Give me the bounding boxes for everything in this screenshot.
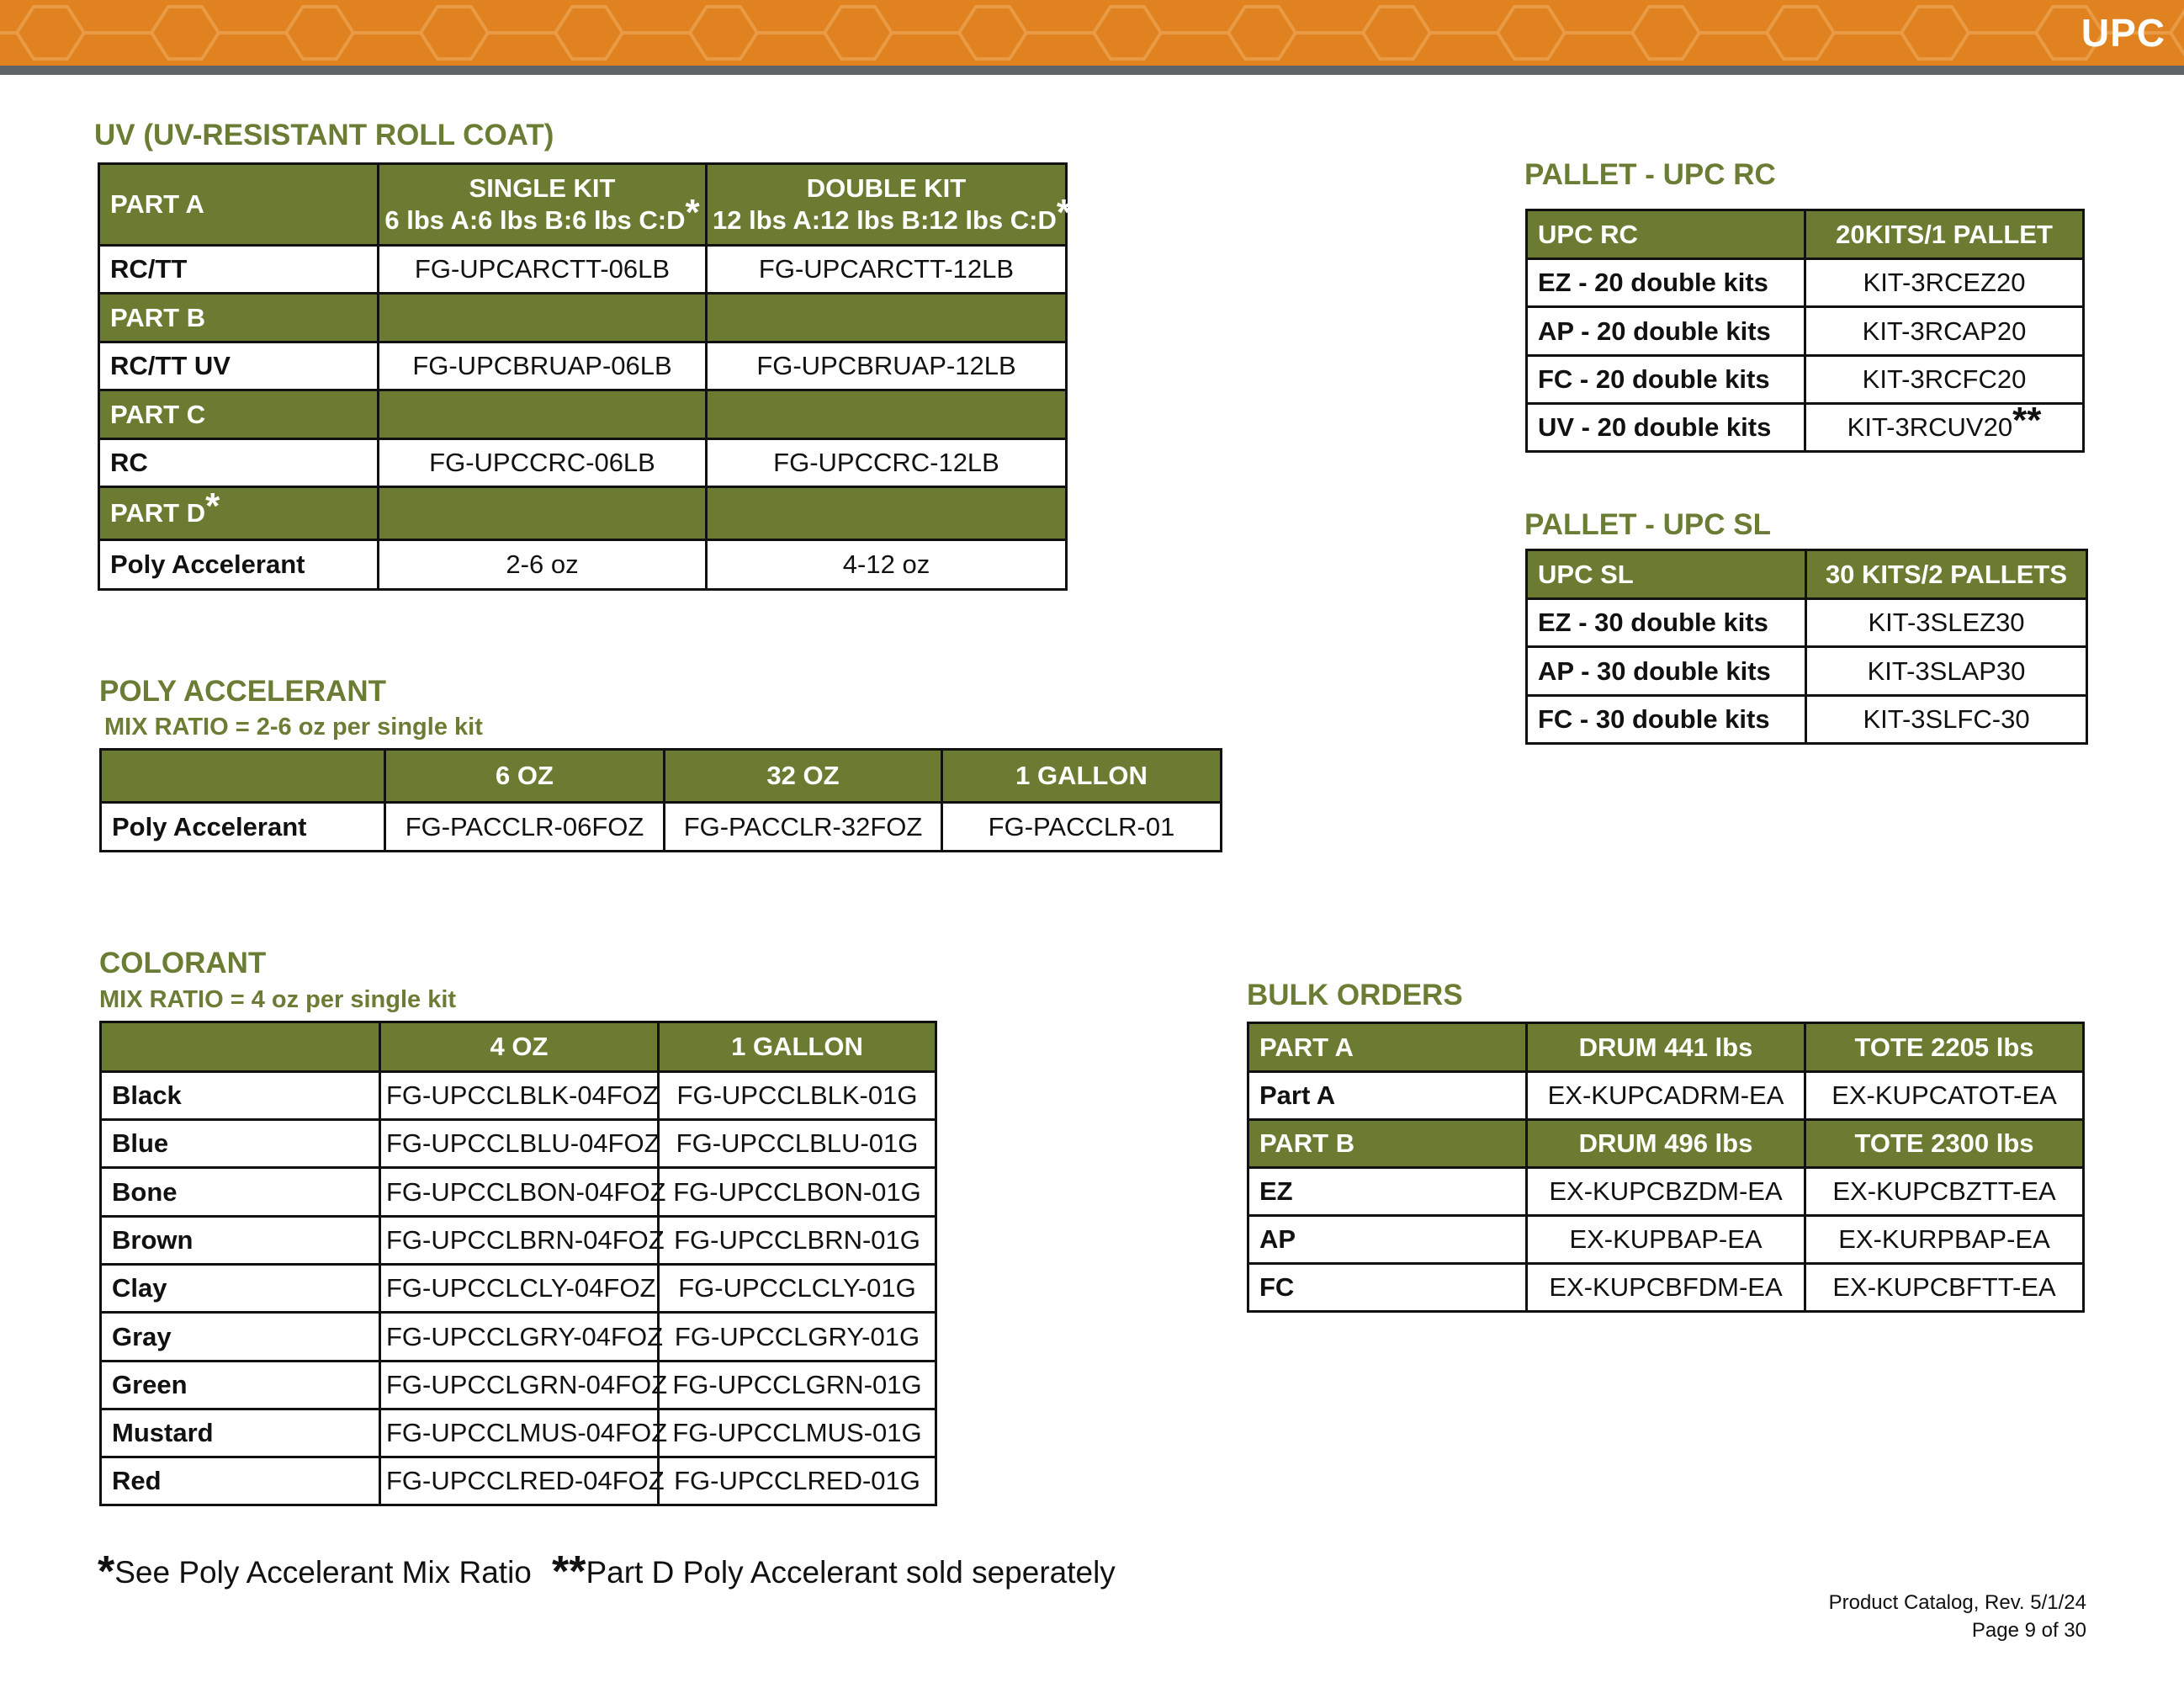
kit-code: KIT-3RCAP20 [1805,307,2084,356]
code-1gallon: FG-UPCCLGRN-01G [659,1362,936,1409]
color-name: Brown [101,1217,380,1265]
color-name: Bone [101,1168,380,1217]
pallet-sl-table [1525,549,2088,745]
code-1gallon: FG-UPCCLBLU-01G [659,1120,936,1168]
footnote-text: Part D Poly Accelerant sold seperately [586,1555,1116,1590]
code-1gallon: FG-UPCCLBON-01G [659,1168,936,1217]
double-asterisk-mark: ** [2012,400,2042,441]
uv-header-single-kit [379,164,707,246]
part-d-header [99,487,379,540]
poly-mix-ratio: MIX RATIO = 2-6 oz per single kit [104,714,483,740]
pallet-rc-heading: PALLET - UPC RC [1524,158,1776,191]
table-row [99,540,1067,590]
bulk-heading: BULK ORDERS [1247,979,1463,1011]
tote-header: TOTE 2205 lbs [1805,1023,2084,1072]
header-rule [0,66,2184,75]
kit-label: EZ - 30 double kits [1527,599,1806,647]
drum-code: EX-KUPCADRM-EA [1527,1072,1805,1120]
part-c-header: PART C [99,390,379,439]
table-row [99,342,1067,390]
code-1gallon: FG-UPCCLBLK-01G [659,1072,936,1120]
pallet-sl-heading: PALLET - UPC SL [1524,508,1771,541]
asterisk-mark: * [1056,192,1071,233]
kit-code: KIT-3SLFC-30 [1806,696,2087,744]
table-row [101,1457,936,1505]
tote-code: EX-KUPCBFTT-EA [1805,1264,2084,1312]
color-name: Gray [101,1313,380,1362]
code-1gallon: FG-UPCCLGRY-01G [659,1313,936,1362]
row-label: Poly Accelerant [101,803,385,852]
catalog-revision: Product Catalog, Rev. 5/1/24 [1828,1591,2086,1614]
asterisk-mark: * [685,192,700,233]
header-banner [0,0,2184,66]
colorant-heading: COLORANT [99,947,267,979]
table-row [99,439,1067,487]
single-kit-amount: 2-6 oz [379,540,707,590]
drum-header: DRUM 496 lbs [1527,1120,1805,1168]
kit-label: AP - 30 double kits [1527,647,1806,696]
part-b-header: PART B [1248,1120,1527,1168]
table-row [101,750,1222,803]
row-label: EZ [1248,1168,1527,1216]
single-kit-code: FG-UPCARCTT-06LB [379,246,707,294]
table-row [101,1120,936,1168]
footnote-single-star [98,1547,532,1597]
table-row [1527,356,2084,404]
table-row [1527,696,2087,744]
table-row [1248,1264,2084,1312]
table-row [1248,1072,2084,1120]
double-kit-label: DOUBLE KIT [806,173,967,203]
pallet-rc-table [1525,209,2085,453]
kit-code: KIT-3SLAP30 [1806,647,2087,696]
section-title: UPC [2081,11,2165,55]
code-4oz: FG-UPCCLBLU-04FOZ [380,1120,659,1168]
table-row [101,1022,936,1072]
header-upc-rc: UPC RC [1527,210,1805,259]
header-4oz: 4 OZ [380,1022,659,1072]
double-kit-code: FG-UPCBRUAP-12LB [707,342,1067,390]
row-label: Poly Accelerant [99,540,379,590]
double-kit-ratio: 12 lbs A:12 lbs B:12 lbs C:D [713,205,1057,235]
single-kit-code: FG-UPCBRUAP-06LB [379,342,707,390]
code-4oz: FG-UPCCLBON-04FOZ [380,1168,659,1217]
hexagon-pattern [0,0,2184,66]
table-row [1527,647,2087,696]
part-b-header: PART B [99,294,379,342]
row-label: FC [1248,1264,1527,1312]
double-kit-code: FG-UPCCRC-12LB [707,439,1067,487]
code-4oz: FG-UPCCLRED-04FOZ [380,1457,659,1505]
color-name: Mustard [101,1409,380,1457]
code-4oz: FG-UPCCLMUS-04FOZ [380,1409,659,1457]
poly-heading: POLY ACCELERANT [99,675,386,708]
row-label: RC/TT [99,246,379,294]
color-name: Red [101,1457,380,1505]
header-pallet-qty: 30 KITS/2 PALLETS [1806,550,2087,599]
drum-code: EX-KUPBAP-EA [1527,1216,1805,1264]
catalog-info [1829,1589,2086,1644]
table-row [99,390,1067,439]
row-label: RC/TT UV [99,342,379,390]
table-row [1527,550,2087,599]
tote-code: EX-KUPCATOT-EA [1805,1072,2084,1120]
color-name: Green [101,1362,380,1409]
product-code: FG-PACCLR-01 [942,803,1222,852]
kit-code-cell [1805,400,2084,452]
table-row [101,1168,936,1217]
part-d-label: PART D [110,498,206,528]
asterisk-mark: * [205,486,220,527]
bulk-table [1247,1022,2085,1313]
header-1gallon: 1 GALLON [659,1022,936,1072]
table-row [101,1072,936,1120]
table-row [99,294,1067,342]
poly-table [99,748,1222,852]
table-row [101,1265,936,1313]
table-row [1248,1120,2084,1168]
code-1gallon: FG-UPCCLCLY-01G [659,1265,936,1313]
kit-code: KIT-3RCUV20 [1847,412,2013,442]
row-label: Part A [1248,1072,1527,1120]
code-1gallon: FG-UPCCLBRN-01G [659,1217,936,1265]
header-upc-sl: UPC SL [1527,550,1806,599]
drum-code: EX-KUPCBFDM-EA [1527,1264,1805,1312]
header-1gallon: 1 GALLON [942,750,1222,803]
asterisk-mark: * [98,1547,115,1596]
table-row [1248,1023,2084,1072]
table-row [1527,599,2087,647]
colorant-mix-ratio: MIX RATIO = 4 oz per single kit [99,986,457,1013]
table-row [101,803,1222,852]
code-4oz: FG-UPCCLCLY-04FOZ [380,1265,659,1313]
color-name: Blue [101,1120,380,1168]
table-row [101,1362,936,1409]
code-4oz: FG-UPCCLBRN-04FOZ [380,1217,659,1265]
tote-code: EX-KURPBAP-EA [1805,1216,2084,1264]
single-kit-ratio: 6 lbs A:6 lbs B:6 lbs C:D [384,205,686,235]
single-kit-label: SINGLE KIT [469,173,616,203]
double-kit-code: FG-UPCARCTT-12LB [707,246,1067,294]
tote-code: EX-KUPCBZTT-EA [1805,1168,2084,1216]
code-4oz: FG-UPCCLGRN-04FOZ [380,1362,659,1409]
code-4oz: FG-UPCCLBLK-04FOZ [380,1072,659,1120]
drum-code: EX-KUPCBZDM-EA [1527,1168,1805,1216]
table-row [1527,210,2084,259]
color-name: Black [101,1072,380,1120]
double-kit-amount: 4-12 oz [707,540,1067,590]
uv-table [98,162,1071,591]
footnote-double-star [552,1547,1116,1597]
header-32oz: 32 OZ [665,750,942,803]
table-row [1248,1216,2084,1264]
product-code: FG-PACCLR-06FOZ [385,803,665,852]
single-kit-code: FG-UPCCRC-06LB [379,439,707,487]
uv-header-part-a: PART A [99,164,379,246]
row-label: RC [99,439,379,487]
page-number: Page 9 of 30 [1971,1619,2086,1642]
table-row [101,1217,936,1265]
code-1gallon: FG-UPCCLMUS-01G [659,1409,936,1457]
part-a-header: PART A [1248,1023,1527,1072]
kit-label: EZ - 20 double kits [1527,259,1805,307]
code-4oz: FG-UPCCLGRY-04FOZ [380,1313,659,1362]
double-asterisk-mark: ** [552,1547,586,1596]
colorant-table [99,1021,937,1506]
kit-label: FC - 20 double kits [1527,356,1805,404]
kit-code: KIT-3RCEZ20 [1805,259,2084,307]
footnote-text: See Poly Accelerant Mix Ratio [114,1555,532,1590]
product-code: FG-PACCLR-32FOZ [665,803,942,852]
table-row [101,1409,936,1457]
kit-code: KIT-3SLEZ30 [1806,599,2087,647]
color-name: Clay [101,1265,380,1313]
table-row [99,246,1067,294]
table-row [99,164,1067,246]
header-pallet-qty: 20KITS/1 PALLET [1805,210,2084,259]
uv-header-double-kit [707,164,1071,246]
uv-heading: UV (UV-RESISTANT ROLL COAT) [94,119,554,151]
table-row [1248,1168,2084,1216]
drum-header: DRUM 441 lbs [1527,1023,1805,1072]
kit-label: UV - 20 double kits [1527,404,1805,452]
tote-header: TOTE 2300 lbs [1805,1120,2084,1168]
table-row [99,487,1067,540]
kit-code: KIT-3RCFC20 [1805,356,2084,404]
kit-label: AP - 20 double kits [1527,307,1805,356]
header-6oz: 6 OZ [385,750,665,803]
kit-label: FC - 30 double kits [1527,696,1806,744]
table-row [1527,307,2084,356]
table-row [1527,404,2084,452]
row-label: AP [1248,1216,1527,1264]
table-row [1527,259,2084,307]
code-1gallon: FG-UPCCLRED-01G [659,1457,936,1505]
table-row [101,1313,936,1362]
